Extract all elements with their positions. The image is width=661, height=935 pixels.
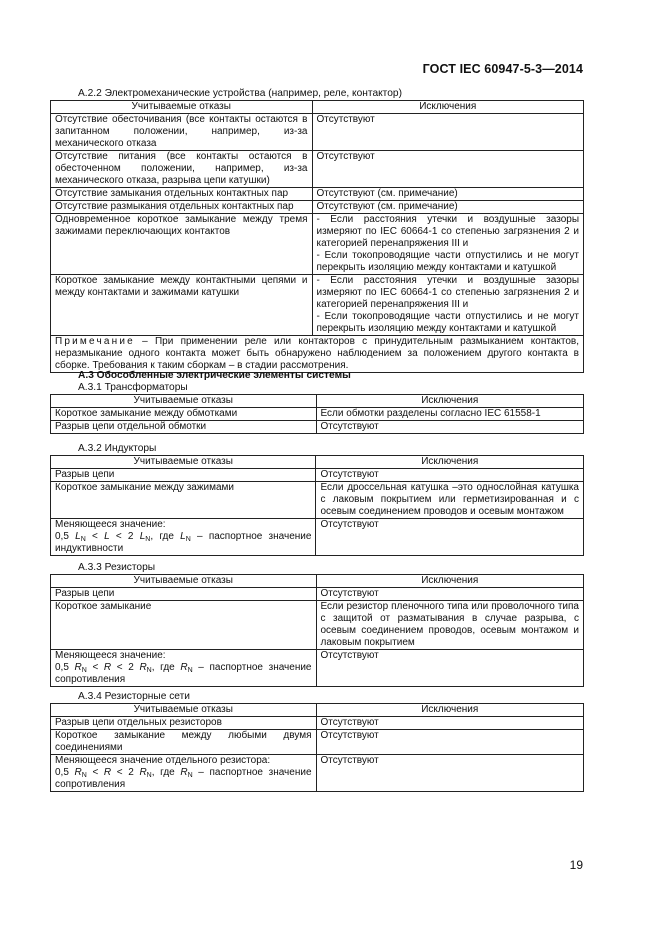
page-number: 19 — [569, 858, 583, 872]
note-label: Примечание — [55, 336, 135, 347]
table-row: Меняющееся значение: 0,5 $R_N < R < 2$ $R_N$, где $R_N$ – паспортное значение сопротивления Отсутствуют — [51, 650, 584, 687]
table-row: Меняющееся значение: 0,5 $L_N < L < 2$ $L_N$, где $L_N$ – паспортное значение индуктивности Отсутствуют — [51, 519, 584, 556]
table-row: Одновременное короткое замыкание между тремя зажимами переключающих контактов - Если расстояния утечки и воздушные зазоры измеряют по IEC 60664-1 со степенью загрязнения 2 и категорией перенапряжения III и - Если токопроводящие части отпустились и не могут перекрыть изоляцию между контактами и катушкой — [51, 214, 584, 275]
table-row: Меняющееся значение отдельного резистора: 0,5 $R_N < R < 2$ $R_N$, где $R_N$ – паспортное значение сопротивления Отсутствуют — [51, 755, 584, 792]
table-row: Отсутствие размыкания отдельных контактных пар Отсутствуют (см. примечание) — [51, 201, 584, 214]
table-row: Короткое замыкание Если резистор пленочного типа или проволочного типа с защитой от разматывания в случае разрыва, с осевым соединением проводов, осевым монтажом и лаковым покрытием — [51, 601, 584, 650]
table-row: Отсутствие замыкания отдельных контактных пар Отсутствуют (см. примечание) — [51, 188, 584, 201]
table-a22 — [50, 100, 584, 373]
table-row: Разрыв цепи Отсутствуют — [51, 469, 584, 482]
table-row: Разрыв цепи отдельных резисторов Отсутствуют — [51, 717, 584, 730]
table-a33: Учитываемые отказы Исключения Разрыв цепи Отсутствуют Короткое замыкание Если резистор пленочного типа или проволочного типа с защитой от разматывания в случае разрыва, с осевым соединением проводов, осевым монтажом и лаковым покрытием Меняющееся значение: 0,5 $R_N < R < 2$ $R_N$, где $R_N$ – паспортное значение сопротивления Отсутствуют — [50, 574, 584, 687]
caption-a31: А.3.1 Трансформаторы — [78, 382, 188, 393]
table-row: Разрыв цепи Отсутствуют — [51, 588, 584, 601]
table-a34: Учитываемые отказы Исключения Разрыв цепи отдельных резисторов Отсутствуют Короткое замыкание между любыми двумя соединениями Отсутствуют Меняющееся значение отдельного резистора: 0,5 $R_N < R < 2$ $R_N$, где $R_N$ – паспортное значение сопротивления Отсутствуют — [50, 703, 584, 792]
note-text: – При применении реле или контакторов с принудительным размыканием контактов, неразмыкание одного контакта может быть обнаружено наблюдением за положением другого контакта в сборке. Требования к таким сборкам – в стадии рассмотрения. — [55, 336, 579, 371]
caption-a22: А.2.2 Электромеханические устройства (например, реле, контактор) — [78, 88, 402, 99]
caption-a32: А.3.2 Индукторы — [78, 443, 157, 454]
caption-a34: А.3.4 Резисторные сети — [78, 691, 190, 702]
table-a32: Учитываемые отказы Исключения Разрыв цепи Отсутствуют Короткое замыкание между зажимами Если дроссельная катушка –это однослойная катушка с лаковым покрытием или герметизированная и с осевым соединением проводов и осевым монтажом Меняющееся значение: 0,5 $L_N < L < 2$ $L_N$, где $L_N$ – паспортное значение индуктивности Отсутствуют — [50, 455, 584, 556]
table-row: Короткое замыкание между зажимами Если дроссельная катушка –это однослойная катушка с лаковым покрытием или герметизированная и с осевым соединением проводов и осевым монтажом — [51, 482, 584, 519]
table-row: Короткое замыкание между обмотками Если обмотки разделены согласно IEC 61558-1 — [51, 408, 584, 421]
table-row: Отсутствие питания (все контакты остаются в обесточенном положении, например, из-за механического отказа, разрыва цепи катушки) Отсутствуют — [51, 151, 584, 188]
table-note-row — [51, 336, 584, 373]
col-header-faults: Учитываемые отказы — [51, 101, 313, 114]
table-row: Отсутствие обесточивания (все контакты остаются в запитанном положении, например, из-за механического отказа Отсутствуют — [51, 114, 584, 151]
table-row: Короткое замыкание между контактными цепями и между контактами и зажимами катушки - Если расстояния утечки и воздушные зазоры измеряют по IEC 60664-1 со степенью загрязнения 2 и категорией перенапряжения III и - Если токопроводящие части отпустились и не могут перекрыть изоляцию между контактами и катушкой — [51, 275, 584, 336]
section-title-a3: А.3 Обособленные электрические элементы системы — [78, 370, 351, 381]
table-row: Короткое замыкание между любыми двумя соединениями Отсутствуют — [51, 730, 584, 755]
caption-a33: А.3.3 Резисторы — [78, 562, 156, 573]
table-row: Разрыв цепи отдельной обмотки Отсутствуют — [51, 421, 584, 434]
document-id: ГОСТ IEC 60947-5-3—2014 — [422, 62, 583, 76]
table-a31: Учитываемые отказы Исключения Короткое замыкание между обмотками Если обмотки разделены согласно IEC 61558-1 Разрыв цепи отдельной обмотки Отсутствуют — [50, 394, 584, 434]
col-header-exceptions: Исключения — [312, 101, 584, 114]
